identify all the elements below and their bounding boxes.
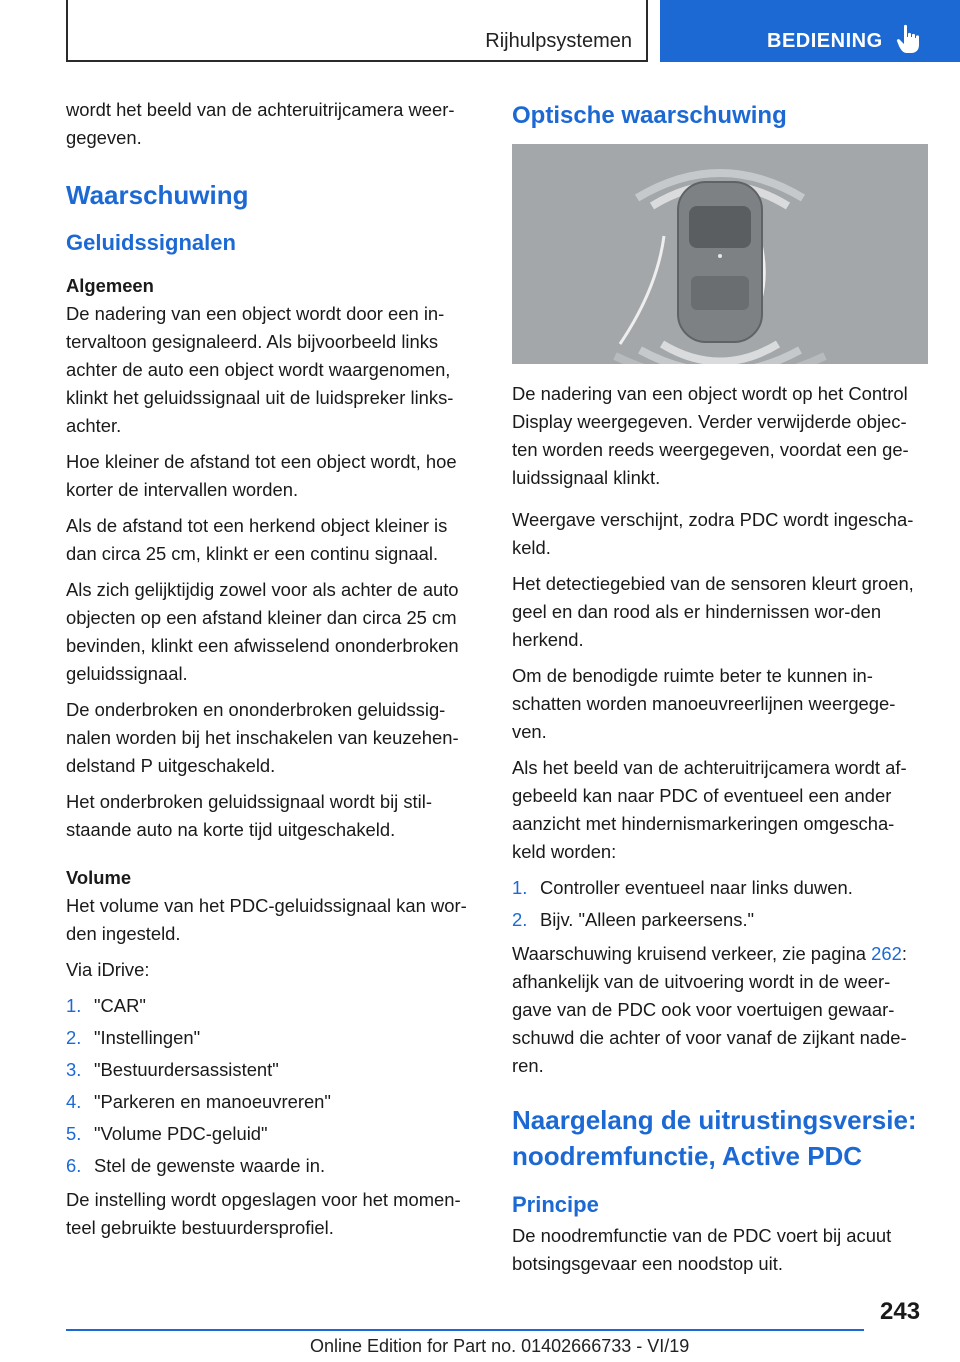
- edition-text: Online Edition for Part no. 01402666733 - VI/19: [310, 1336, 690, 1356]
- paragraph: Als de afstand tot een herkend object kleiner is dan circa 25 cm, klinkt er een continu signaal.: [66, 515, 448, 564]
- heading-volume: Volume: [66, 867, 132, 888]
- paragraph: Als het beeld van de achteruitrijcamera wordt af-gebeeld kan naar PDC of eventueel een ander aanzicht met hindernismarkeringen omgescha-keld worden:: [512, 757, 907, 862]
- paragraph: De noodremfunctie van de PDC voert bij acuut botsingsgevaar een noodstop uit.: [512, 1225, 892, 1274]
- section-title: Rijhulpsystemen: [485, 30, 632, 52]
- paragraph: De onderbroken en ononderbroken geluidssig-nalen worden bij het inschakelen van keuzehen-delstand P uitgeschakeld.: [66, 699, 459, 776]
- idrive-steps-list: [66, 992, 480, 1180]
- step-number: 6.: [66, 1155, 82, 1176]
- header-section-box: [66, 0, 648, 62]
- pdc-display-image: [512, 144, 928, 364]
- list-item: [512, 906, 928, 934]
- paragraph: Via iDrive:: [66, 959, 150, 980]
- paragraph: De nadering van een object wordt op het Control Display weergegeven. Verder verwijderde objec-ten worden reeds weergegeven, voordat een ge-luidssignaal klinkt.: [512, 383, 909, 488]
- step-number: 2.: [512, 909, 528, 930]
- step-number: 1.: [512, 877, 528, 898]
- cross-ref-text: Waarschuwing kruisend verkeer, zie pagina: [512, 943, 872, 964]
- step-number: 2.: [66, 1027, 82, 1048]
- intro-text: wordt het beeld van de achteruitrijcamera weer-gegeven.: [66, 99, 455, 148]
- paragraph: Het volume van het PDC-geluidssignaal kan wor-den ingesteld.: [66, 895, 467, 944]
- list-item: [66, 992, 480, 1020]
- paragraph: Het onderbroken geluidssignaal wordt bij stil-staande auto na korte tijd uitgeschakeld.: [66, 791, 432, 840]
- step-text: "CAR": [94, 995, 146, 1016]
- paragraph: Het detectiegebied van de sensoren kleurt groen, geel en dan rood als er hindernissen wor-den herkend.: [512, 573, 914, 650]
- paragraph: Weergave verschijnt, zodra PDC wordt ingescha-keld.: [512, 509, 914, 558]
- step-number: 1.: [66, 995, 82, 1016]
- heading-emergency-brake: Naargelang de uitrustingsversie: noodremfunctie, Active PDC: [512, 1105, 917, 1171]
- list-item: [66, 1152, 480, 1180]
- list-item: [66, 1024, 480, 1052]
- left-column: [66, 96, 480, 1250]
- paragraph: Als zich gelijktijdig zowel voor als achter de auto objecten op een afstand kleiner dan circa 25 cm bevinden, klinkt een afwisselend ononderbroken geluidssignaal.: [66, 579, 459, 684]
- footer-divider: [66, 1329, 864, 1331]
- step-text: "Bestuurdersassistent": [94, 1059, 279, 1080]
- heading-general: Algemeen: [66, 275, 154, 296]
- right-column: [512, 96, 928, 1286]
- step-text: "Volume PDC-geluid": [94, 1123, 268, 1144]
- step-text: "Parkeren en manoeuvreren": [94, 1091, 331, 1112]
- view-switch-steps-list: [512, 874, 928, 934]
- paragraph: Om de benodigde ruimte beter te kunnen in-schatten worden manoeuvreerlijnen weergege-ven.: [512, 665, 896, 742]
- page-link[interactable]: 262: [871, 943, 902, 964]
- step-text: Bijv. "Alleen parkeersens.": [540, 909, 755, 930]
- paragraph: Hoe kleiner de afstand tot een object wordt, hoe korter de intervallen worden.: [66, 451, 457, 500]
- list-item: [512, 874, 928, 902]
- step-number: 5.: [66, 1123, 82, 1144]
- heading-warning: Waarschuwing: [66, 180, 249, 210]
- step-text: Controller eventueel naar links duwen.: [540, 877, 853, 898]
- page-number: 243: [880, 1298, 921, 1325]
- paragraph: De instelling wordt opgeslagen voor het momen-teel gebruikte bestuurdersprofiel.: [66, 1189, 461, 1238]
- heading-sound-signals: Geluidssignalen: [66, 230, 236, 255]
- paragraph: [512, 940, 928, 1080]
- chapter-title: BEDIENING: [767, 30, 883, 52]
- heading-principle: Principe: [512, 1192, 599, 1217]
- step-text: Stel de gewenste waarde in.: [94, 1155, 326, 1176]
- step-text: "Instellingen": [94, 1027, 201, 1048]
- step-number: 3.: [66, 1059, 82, 1080]
- step-number: 4.: [66, 1091, 82, 1112]
- pointing-hand-icon: [896, 24, 922, 54]
- list-item: [66, 1056, 480, 1084]
- paragraph: De nadering van een object wordt door een in-tervaltoon gesignaleerd. Als bijvoorbeeld links achter de auto een object wordt waargenomen, klinkt het geluidssignaal uit de luidspreker links-achter.: [66, 303, 454, 436]
- heading-optical-warning: Optische waarschuwing: [512, 102, 787, 129]
- cross-ref-text-rest: : afhankelijk van de uitvoering wordt in de weer-gave van de PDC ook voor voertuigen gewaar-schuwd die achter of voor vanaf de zijkant nade-ren.: [512, 943, 907, 1076]
- list-item: [66, 1088, 480, 1116]
- header-chapter-tab: [660, 0, 960, 62]
- list-item: [66, 1120, 480, 1148]
